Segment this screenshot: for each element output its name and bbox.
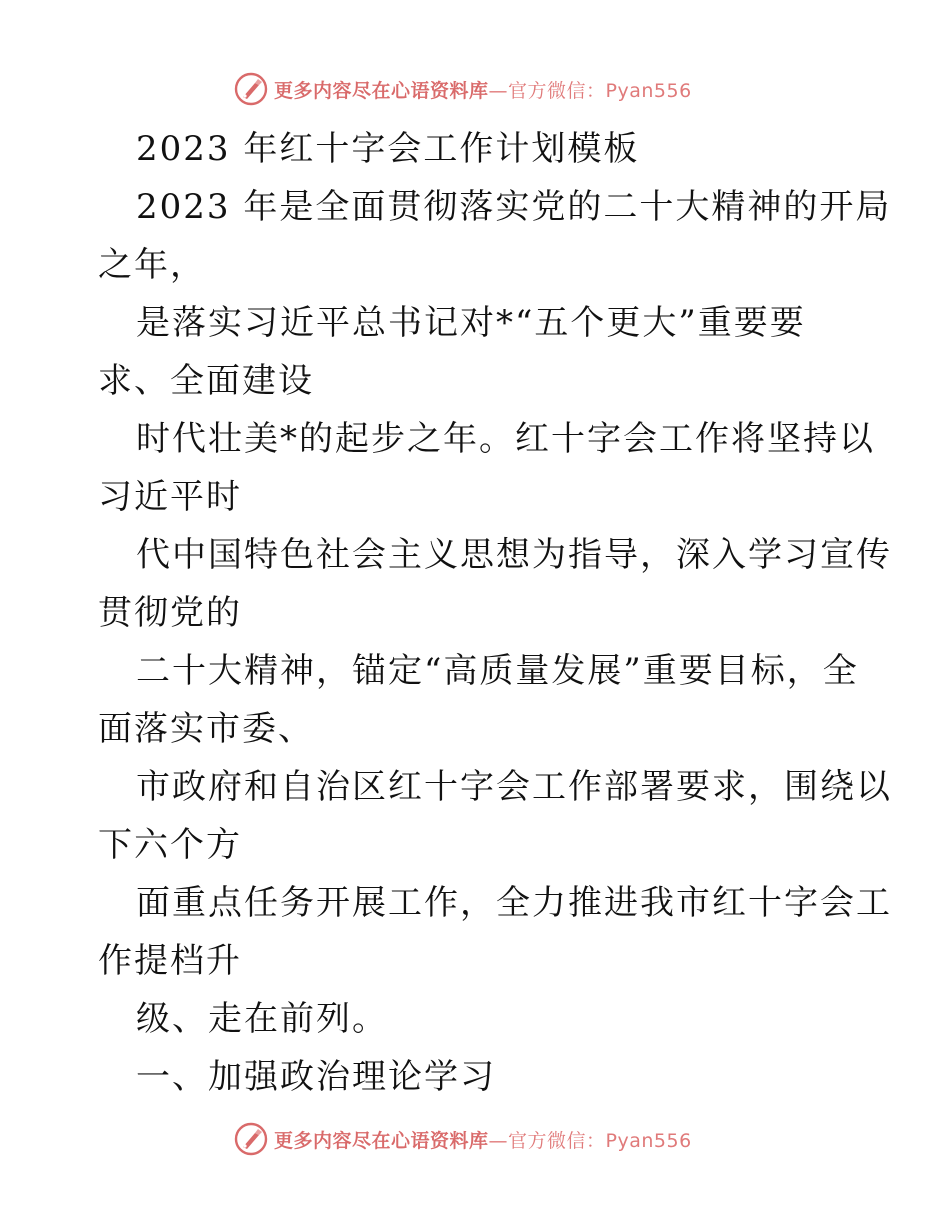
document-line: 二十大精神，锚定“高质量发展”重要目标，全 [136, 651, 859, 691]
watermark-wechat-id: Pyan556 [605, 1129, 692, 1152]
document-line: 作提档升 [98, 941, 242, 981]
pen-nib-logo-icon [234, 1122, 268, 1156]
watermark-wechat-id: Pyan556 [605, 79, 692, 102]
pen-nib-logo-icon [234, 72, 268, 106]
document-line: 贯彻党的 [98, 593, 242, 633]
watermark-wechat-label: 官方微信： [508, 79, 606, 102]
document-line: 代中国特色社会主义思想为指导，深入学习宣传 [136, 535, 892, 575]
document-line: 是落实习近平总书记对*“五个更大”重要要 [136, 303, 806, 343]
document-line: 之年， [98, 245, 206, 285]
document-line: 习近平时 [98, 477, 242, 517]
watermark-banner-bottom [234, 1122, 754, 1156]
watermark-wechat-label: 官方微信： [508, 1129, 606, 1152]
document-line: 2023 年红十字会工作计划模板 [136, 129, 640, 169]
document-line: 一、加强政治理论学习 [136, 1057, 496, 1097]
watermark-text [274, 1126, 692, 1153]
watermark-banner-top [234, 72, 754, 106]
watermark-separator: — [488, 79, 509, 102]
watermark-brand: 更多内容尽在心语资料库 [274, 79, 489, 102]
document-line: 面落实市委、 [98, 709, 314, 749]
document-body [98, 120, 892, 1106]
document-line: 市政府和自治区红十字会工作部署要求，围绕以 [136, 767, 892, 807]
document-line: 级、走在前列。 [136, 999, 388, 1039]
document-line: 求、全面建设 [98, 361, 314, 401]
document-line: 2023 年是全面贯彻落实党的二十大精神的开局 [136, 187, 892, 227]
watermark-separator: — [488, 1129, 509, 1152]
watermark-brand: 更多内容尽在心语资料库 [274, 1129, 489, 1152]
document-line: 下六个方 [98, 825, 242, 865]
document-line: 面重点任务开展工作，全力推进我市红十字会工 [136, 883, 892, 923]
watermark-text [274, 76, 692, 103]
document-line: 时代壮美*的起步之年。红十字会工作将坚持以 [136, 419, 875, 459]
